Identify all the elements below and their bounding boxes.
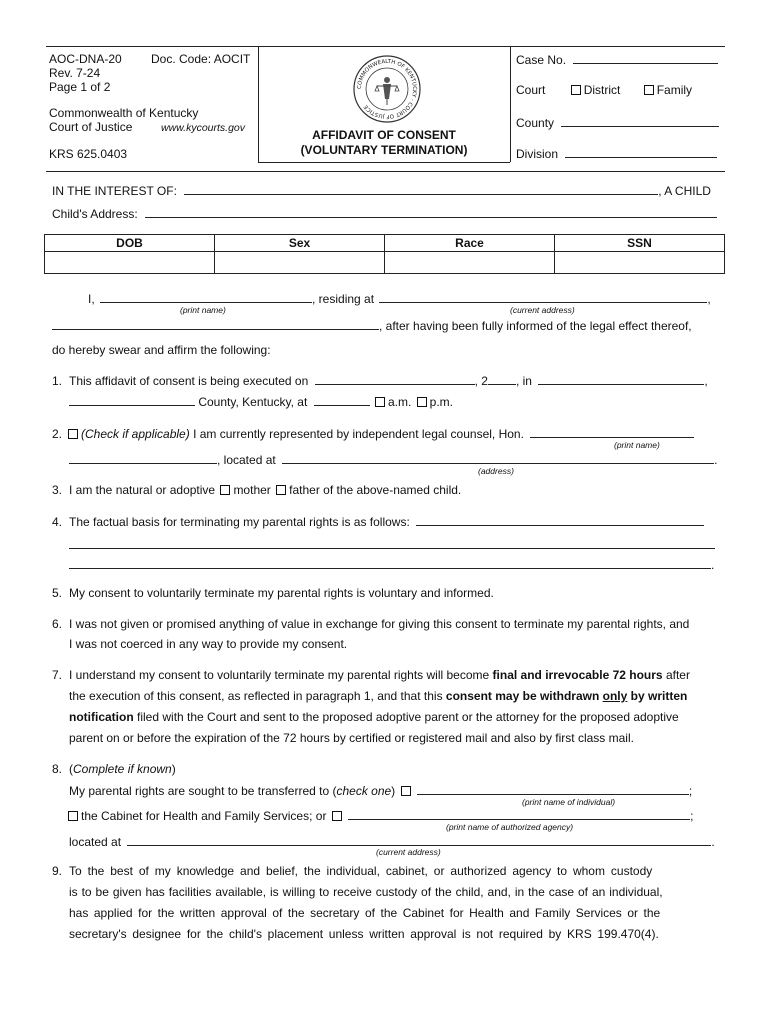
- form-id: AOC-DNA-20: [49, 52, 122, 66]
- p8-complete-if-known: Complete if known: [73, 762, 172, 776]
- counsel-name-continued[interactable]: [69, 452, 217, 464]
- p8-line1: [52, 762, 176, 776]
- p2-located: , located at: [217, 453, 276, 467]
- individual-checkbox[interactable]: [401, 786, 411, 796]
- dob-cell[interactable]: [45, 252, 215, 274]
- p8-semicolon-2: ;: [690, 809, 694, 823]
- p7-number: 7.: [52, 668, 63, 682]
- p8-check-one: check one: [336, 784, 392, 798]
- p1-text-b: , 2: [474, 374, 488, 388]
- p7-text-1a: I understand my consent to voluntarily terminate my parental rights will become: [69, 668, 490, 682]
- child-address-label: Child's Address:: [52, 207, 138, 221]
- ssn-header: SSN: [555, 235, 725, 252]
- p7-text-1c: after: [665, 668, 690, 682]
- form-title-line1: AFFIDAVIT OF CONSENT: [312, 128, 456, 142]
- p9-line1: [52, 864, 720, 878]
- execution-county-field[interactable]: [69, 394, 195, 406]
- interest-row: [52, 183, 711, 198]
- p1-text-d: ,: [704, 374, 708, 388]
- case-number-field[interactable]: [573, 52, 718, 64]
- p1-text-e: County, Kentucky, at: [198, 395, 308, 409]
- form-title-line2: (VOLUNTARY TERMINATION): [300, 143, 468, 157]
- p1-number: 1.: [52, 374, 63, 388]
- p6-line2: I was not coerced in any way to provide my consent.: [69, 637, 348, 651]
- p6-line1: [52, 617, 689, 631]
- krs-citation: KRS 625.0403: [49, 147, 128, 161]
- website-link[interactable]: www.kycourts.gov: [161, 122, 246, 134]
- header-lower-rule: [46, 171, 725, 172]
- p5-line: [52, 586, 494, 600]
- family-label: Family: [656, 83, 693, 97]
- county-field[interactable]: [561, 115, 719, 127]
- p8-line3: [68, 808, 693, 823]
- p3-text-a: I am the natural or adoptive: [69, 483, 216, 497]
- p9-line2: is to be given has facilities available, is willing to receive custody of the child, and, in the case of an individual,: [69, 885, 663, 899]
- child-info-table: [44, 234, 725, 274]
- seal-text: COMMONWEALTH OF KENTUCKY · COURT OF JUSTICE: [356, 58, 418, 120]
- father-checkbox[interactable]: [276, 485, 286, 495]
- p3-line: [52, 483, 461, 497]
- am-checkbox[interactable]: [375, 397, 385, 407]
- child-address-row: [52, 206, 717, 221]
- transferee-address-field[interactable]: [127, 834, 711, 846]
- p7-text-3b: filed with the Court and sent to the proposed adoptive parent or the attorney for the proposed adoptive: [137, 710, 679, 724]
- am-label: a.m.: [387, 395, 412, 409]
- p8-close-paren: ): [171, 762, 176, 776]
- p2-check-applicable: (Check if applicable): [81, 427, 190, 441]
- intro-line1: [88, 291, 711, 306]
- county-label: County: [516, 116, 555, 130]
- p7-line1: [52, 668, 690, 682]
- p2-period: .: [714, 453, 718, 467]
- p8-line2: [69, 783, 692, 798]
- court-of-justice-label: Court of Justice: [49, 120, 133, 134]
- mother-label: mother: [233, 483, 271, 497]
- p7-final-irrevocable: final and irrevocable 72 hours: [492, 668, 663, 682]
- intro-i: I,: [88, 292, 95, 306]
- execution-date-field[interactable]: [315, 373, 475, 385]
- intro-line2: [52, 318, 692, 333]
- p2-line1: [52, 426, 694, 441]
- p7-line3: [69, 710, 679, 724]
- p8-text-a: My parental rights are sought to be transferred to (: [69, 784, 337, 798]
- district-checkbox[interactable]: [571, 85, 581, 95]
- p7-may-withdraw: consent may be withdrawn: [445, 689, 600, 703]
- p7-text-2a: the execution of this consent, as reflected in paragraph 1, and that this: [69, 689, 443, 703]
- county-row: [516, 115, 719, 130]
- intro-swear: do hereby swear and affirm the following:: [52, 343, 271, 357]
- cabinet-label: the Cabinet for Health and Family Services; or: [81, 809, 327, 823]
- p1-text-c: , in: [515, 374, 532, 388]
- pm-checkbox[interactable]: [417, 397, 427, 407]
- a-child-label: , A CHILD: [658, 184, 711, 198]
- p8-located: located at: [69, 835, 122, 849]
- header-bottom-rule: [258, 162, 510, 163]
- division-label: Division: [516, 147, 559, 161]
- p9-number: 9.: [52, 864, 63, 878]
- pm-label: p.m.: [429, 395, 454, 409]
- p5-number: 5.: [52, 586, 63, 600]
- revision: Rev. 7-24: [49, 66, 101, 80]
- counsel-name-field[interactable]: [530, 426, 694, 438]
- dob-header: DOB: [45, 235, 215, 252]
- p9-text-1: To the best of my knowledge and belief, the individual, cabinet, or authorized agency to whom custody: [69, 864, 653, 878]
- p1-line1: [52, 373, 708, 388]
- transferee-address-caption: (current address): [376, 847, 441, 857]
- p4-text: The factual basis for terminating my parental rights is as follows:: [69, 515, 410, 529]
- ssn-cell[interactable]: [555, 252, 725, 274]
- case-number-label: Case No.: [516, 53, 567, 67]
- p4-line3: [69, 557, 714, 572]
- factual-basis-field-1[interactable]: [416, 514, 704, 526]
- commonwealth-label: Commonwealth of Kentucky: [49, 106, 199, 120]
- header-divider-right: [510, 46, 511, 162]
- header-top-rule: [46, 46, 725, 47]
- counsel-checkbox[interactable]: [68, 429, 78, 439]
- individual-caption: (print name of individual): [522, 797, 616, 807]
- p5-text: My consent to voluntarily terminate my parental rights is voluntary and informed.: [69, 586, 494, 600]
- intro-after: , after having been fully informed of the legal effect thereof,: [379, 319, 692, 333]
- p8-semicolon-1: ;: [688, 784, 693, 798]
- p9-line3: has applied for the written approval of the secretary of the Cabinet for Health and Family Services or the: [69, 906, 661, 920]
- page-count: Page 1 of 2: [49, 80, 111, 94]
- p4-period: .: [711, 558, 715, 572]
- affiant-address-field[interactable]: [379, 291, 707, 303]
- p7-only: only: [602, 689, 628, 703]
- affiant-address-continued[interactable]: [52, 318, 379, 330]
- race-cell[interactable]: [385, 252, 555, 274]
- division-row: [516, 146, 717, 161]
- p2-line2: [69, 452, 717, 467]
- sex-header: Sex: [215, 235, 385, 252]
- p1-text-a: This affidavit of consent is being executed on: [69, 374, 309, 388]
- p2-text-a: I am currently represented by independent legal counsel, Hon.: [193, 427, 524, 441]
- execution-time-field[interactable]: [314, 394, 370, 406]
- p7-line4: parent on or before the expiration of the 72 hours by certified or registered mail and also by first class mail.: [69, 731, 634, 745]
- p7-by-written: by written: [630, 689, 688, 703]
- sex-cell[interactable]: [215, 252, 385, 274]
- p4-line1: [52, 514, 704, 529]
- p8-period: .: [711, 835, 715, 849]
- court-type-row: [516, 83, 692, 97]
- p3-text-b: father of the above-named child.: [289, 483, 462, 497]
- execution-year-field[interactable]: [488, 373, 516, 385]
- p8-number: 8.: [52, 762, 63, 776]
- agency-name-field[interactable]: [348, 808, 690, 820]
- current-address-caption: (current address): [510, 305, 575, 315]
- p6-number: 6.: [52, 617, 63, 631]
- p2-number: 2.: [52, 427, 63, 441]
- execution-place-field[interactable]: [538, 373, 704, 385]
- p9-line4: secretary's designee for the child's placement unless written approval is not required by KRS 199.470(4).: [69, 927, 659, 941]
- interest-label: IN THE INTEREST OF:: [52, 184, 177, 198]
- counsel-address-field[interactable]: [282, 452, 714, 464]
- case-number-row: [516, 52, 718, 67]
- counsel-address-caption: (address): [478, 466, 514, 476]
- division-field[interactable]: [565, 146, 717, 158]
- counsel-print-name-caption: (print name): [614, 440, 660, 450]
- agency-checkbox[interactable]: [332, 811, 342, 821]
- p8-open-paren: (: [69, 762, 73, 776]
- agency-caption: (print name of authorized agency): [446, 822, 574, 832]
- print-name-caption: (print name): [180, 305, 226, 315]
- child-name-field[interactable]: [184, 183, 658, 195]
- p1-line2: [69, 394, 453, 409]
- p3-number: 3.: [52, 483, 63, 497]
- mother-checkbox[interactable]: [220, 485, 230, 495]
- doc-code: Doc. Code: AOCIT: [151, 52, 251, 66]
- individual-name-field[interactable]: [417, 783, 689, 795]
- factual-basis-field-2[interactable]: [69, 537, 715, 549]
- p4-line2: [69, 537, 715, 552]
- court-label: Court: [516, 83, 546, 97]
- race-header: Race: [385, 235, 555, 252]
- factual-basis-field-3[interactable]: [69, 557, 711, 569]
- intro-comma: ,: [707, 292, 711, 306]
- p6-text-1: I was not given or promised anything of value in exchange for giving this consent to terminate my parental rights, and: [69, 617, 690, 631]
- p4-number: 4.: [52, 515, 63, 529]
- district-label: District: [583, 83, 621, 97]
- intro-residing: , residing at: [312, 292, 375, 306]
- child-address-field[interactable]: [145, 206, 717, 218]
- kentucky-seal-icon: [353, 55, 421, 123]
- p8-text-b: ): [391, 784, 396, 798]
- cabinet-checkbox[interactable]: [68, 811, 78, 821]
- p7-line2: [69, 689, 687, 703]
- family-checkbox[interactable]: [644, 85, 654, 95]
- affiant-name-field[interactable]: [100, 291, 312, 303]
- p7-notification: notification: [69, 710, 134, 724]
